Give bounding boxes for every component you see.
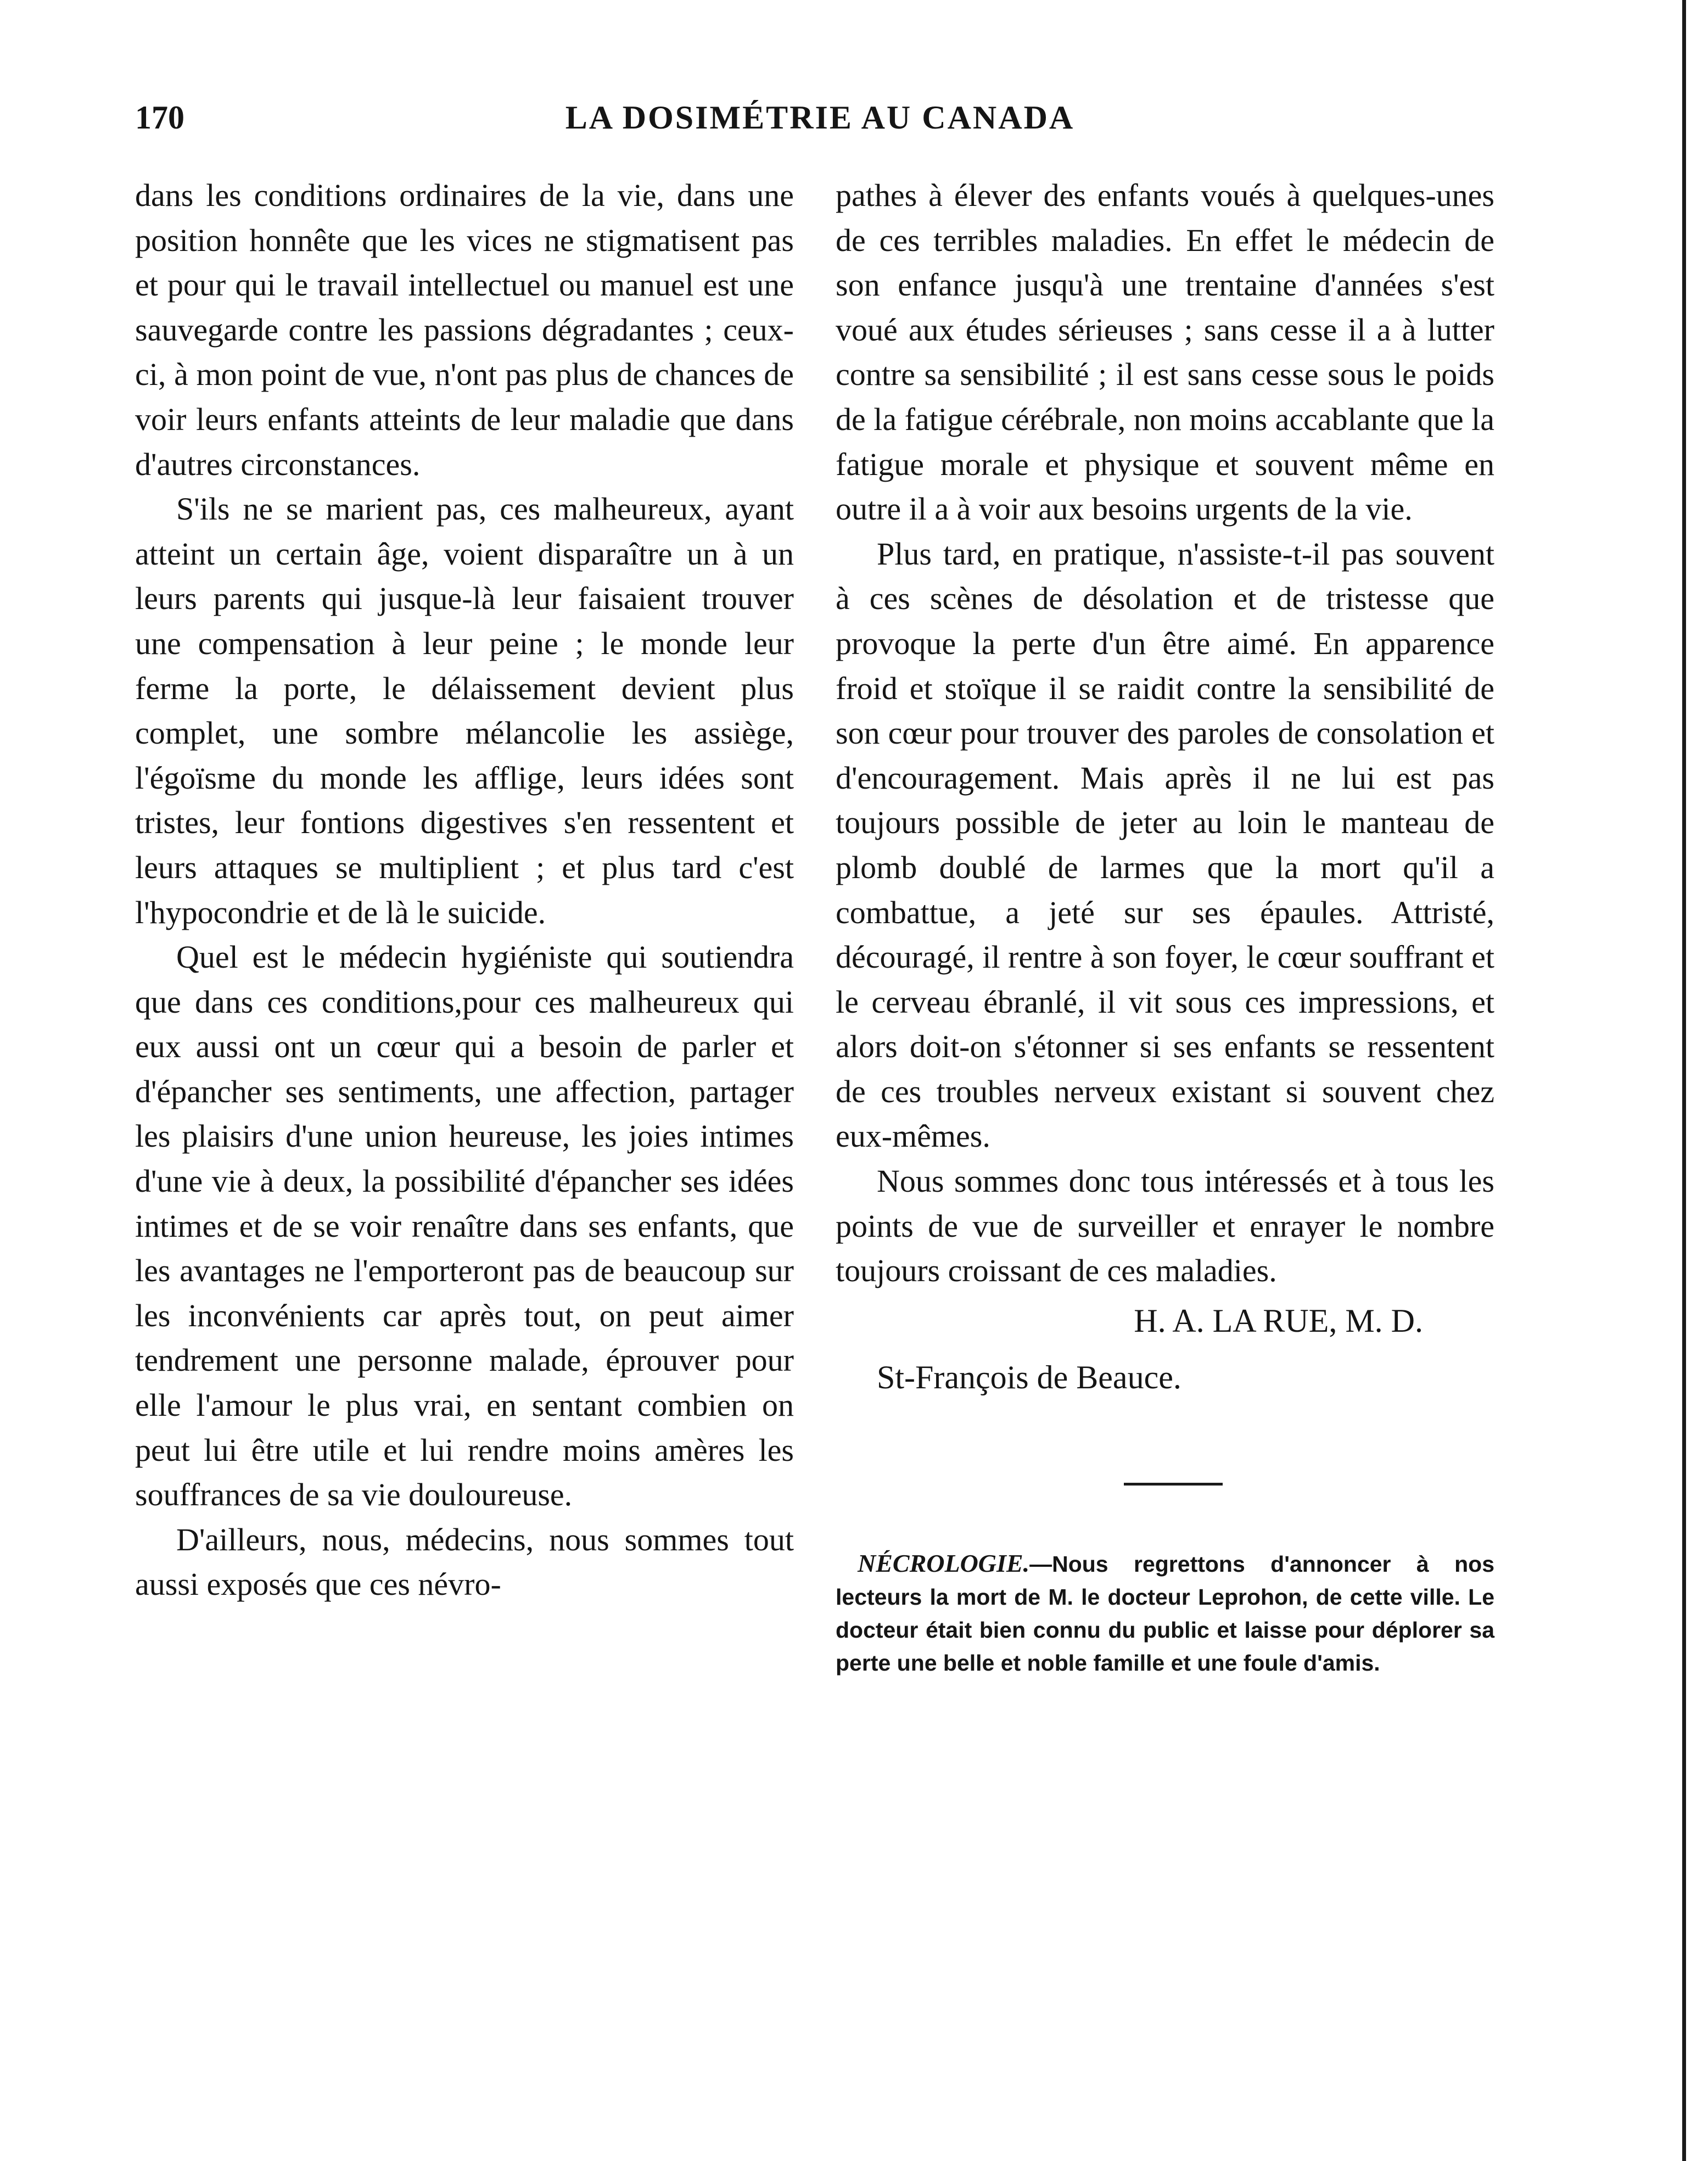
- running-head: LA DOSIMÉTRIE AU CANADA: [565, 99, 1075, 136]
- left-paragraph-3: Quel est le médecin hygiéniste qui soutiendra que dans ces conditions,pour ces malheureux qui eux aussi ont un cœur qui a besoin de parler et d'épancher ses sentiments, une affection, partager les plaisirs d'une union heureuse, les joies intimes d'une vie à deux, la possibilité d'épancher ses idées intimes et de se voir renaître dans ses enfants, que les avantages ne l'emporteront pas de beaucoup sur les inconvénients car après tout, on peut aimer tendrement une personne malade, éprouver pour elle l'amour le plus vrai, en sentant combien on peut lui être utile et lui rendre moins amères les souffrances de sa vie douloureuse.: [135, 939, 794, 1513]
- author-place: St-François de Beauce.: [877, 1359, 1181, 1396]
- section-divider: [1124, 1483, 1223, 1486]
- left-paragraph-4: D'ailleurs, nous, médecins, nous sommes tout aussi exposés que ces névro-: [135, 1521, 794, 1602]
- necrology-notice: [836, 1547, 1494, 1679]
- left-paragraph-1: dans les conditions ordinaires de la vie, dans une position honnête que les vices ne stigmatisent pas et pour qui le travail intellectuel ou manuel est une sauvegarde contre les passions dégradantes ; ceux-ci, à mon point de vue, n'ont pas plus de chances de voir leurs enfants atteints de leur maladie que dans d'autres circonstances.: [135, 177, 794, 482]
- page-number: 170: [135, 99, 184, 136]
- right-paragraph-1: pathes à élever des enfants voués à quelques-unes de ces terribles maladies. En effet le médecin de son enfance jusqu'à une trentaine d'années s'est voué aux études sérieuses ; sans cesse il a à lutter contre sa sensibilité ; il est sans cesse sous le poids de la fatigue cérébrale, non moins accablante que la fatigue morale et physique et souvent même en outre il a à voir aux besoins urgents de la vie.: [836, 177, 1494, 527]
- necrology-text: —Nous regrettons d'annoncer à nos lecteurs la mort de M. le docteur Leprohon, de cette ville. Le docteur était bien connu du public et laisse pour déplorer sa perte une belle et noble famille et une foule d'amis.: [836, 1551, 1494, 1676]
- author-signature: H. A. LA RUE, M. D.: [1134, 1302, 1423, 1339]
- necrology-title: NÉCROLOGIE.: [858, 1549, 1030, 1578]
- left-paragraph-2: S'ils ne se marient pas, ces malheureux, ayant atteint un certain âge, voient disparaître un à un leurs parents qui jusque-là leur faisaient trouver une compensation à leur peine ; le monde leur ferme la porte, le délaissement devient plus complet, une sombre mélancolie les assiège, l'égoïsme du monde les afflige, leurs idées sont tristes, leur fontions digestives s'en ressentent et leurs attaques se multiplient ; et plus tard c'est l'hypocondrie et de là le suicide.: [135, 491, 794, 930]
- page-edge-border: [1682, 0, 1686, 2161]
- right-paragraph-2: Plus tard, en pratique, n'assiste-t-il pas souvent à ces scènes de désolation et de tristesse que provoque la perte d'un être aimé. En apparence froid et stoïque il se raidit contre la sensibilité de son cœur pour trouver des paroles de consolation et d'encouragement. Mais après il ne lui est pas toujours possible de jeter au loin le manteau de plomb doublé de larmes que la mort qu'il a combattue, a jeté sur ses épaules. Attristé, découragé, il rentre à son foyer, le cœur souffrant et le cerveau ébranlé, il vit sous ces impressions, et alors doit-on s'étonner si ses enfants se ressentent de ces troubles nerveux existant si souvent chez eux-mêmes.: [836, 535, 1494, 1154]
- page-header: [135, 99, 1505, 143]
- left-column: [135, 173, 794, 1607]
- right-paragraph-3: Nous sommes donc tous intéressés et à tous les points de vue de surveiller et enrayer le nombre toujours croissant de ces maladies.: [836, 1163, 1494, 1289]
- right-column: [836, 173, 1494, 1702]
